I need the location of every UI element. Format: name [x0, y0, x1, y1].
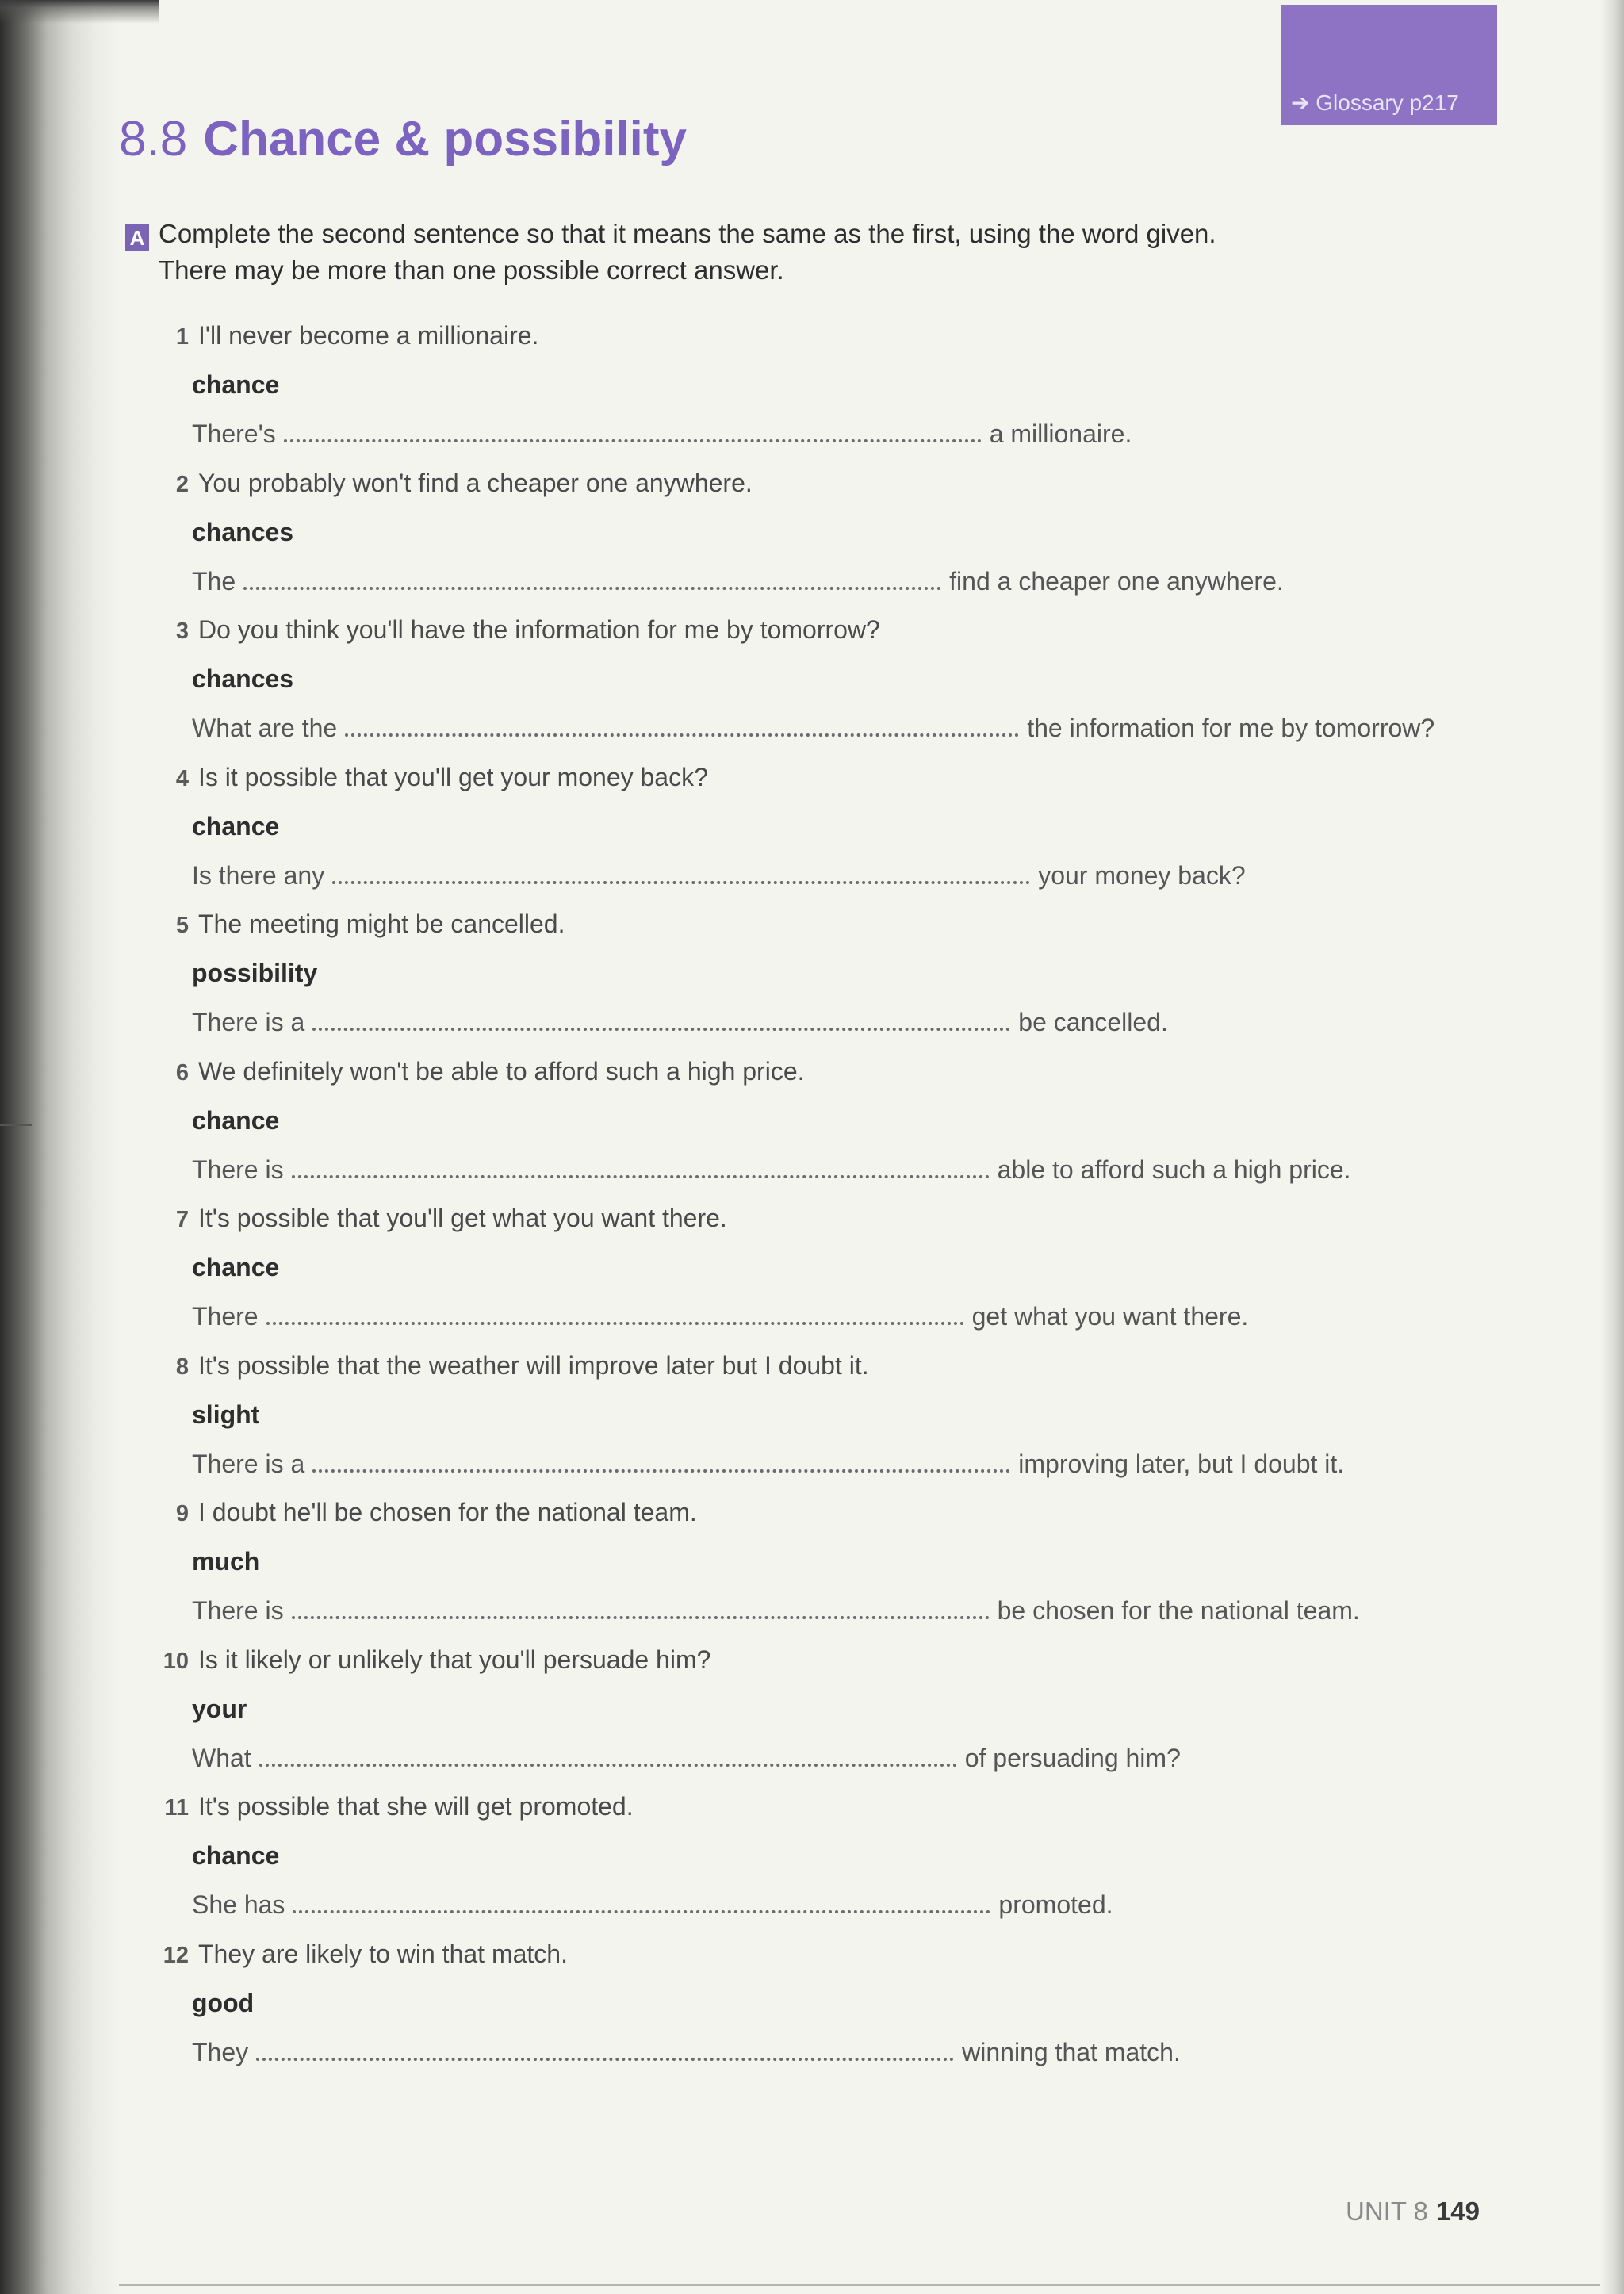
answer-suffix: winning that match.: [962, 2037, 1181, 2066]
item-answer-line: [192, 2034, 1181, 2070]
answer-suffix: improving later, but I doubt it.: [1018, 1449, 1345, 1478]
item-answer-line: [192, 1004, 1168, 1040]
answer-suffix: find a cheaper one anywhere.: [949, 566, 1284, 596]
item-number: 6: [175, 1059, 189, 1086]
answer-suffix: get what you want there.: [971, 1302, 1249, 1331]
item-answer-line: [192, 1298, 1248, 1335]
unit-label: UNIT 8: [1346, 2196, 1428, 2226]
answer-prefix: She has: [192, 1890, 285, 1919]
item-sentence: We definitely won't be able to afford such a high price.: [198, 1056, 805, 1086]
exercise-item: [143, 906, 1491, 1053]
item-number: 2: [175, 471, 189, 497]
item-sentence: The meeting might be cancelled.: [198, 910, 565, 938]
answer-blank[interactable]: [292, 1595, 990, 1619]
answer-prefix: There is: [192, 1596, 284, 1625]
answer-blank[interactable]: [345, 713, 1019, 737]
item-sentence: I doubt he'll be chosen for the national team.: [198, 1498, 697, 1526]
glossary-link-label[interactable]: ➔ Glossary p217: [1291, 90, 1459, 115]
page-number: 149: [1435, 2196, 1480, 2226]
item-keyword: chances: [192, 517, 294, 546]
item-keyword: your: [192, 1694, 247, 1723]
item-sentence: Is it possible that you'll get your money back?: [198, 762, 708, 791]
answer-prefix: There: [192, 1302, 259, 1331]
answer-blank[interactable]: [293, 1890, 990, 1913]
answer-suffix: the information for me by tomorrow?: [1027, 714, 1435, 742]
exercise-item: [143, 1641, 1491, 1789]
item-number: 8: [175, 1354, 189, 1380]
page-footer: [1346, 2196, 1480, 2227]
page-bottom-edge: [119, 2284, 1600, 2286]
exercise-item: [143, 1347, 1491, 1495]
item-keyword: chance: [192, 370, 280, 399]
item-keyword: good: [192, 1988, 255, 2017]
answer-blank[interactable]: [259, 1743, 957, 1767]
exercise-items: [143, 317, 1491, 2082]
answer-prefix: What are the: [192, 714, 338, 742]
item-sentence: Is it likely or unlikely that you'll persuade him?: [198, 1645, 711, 1674]
answer-prefix: There's: [192, 419, 276, 448]
answer-blank[interactable]: [256, 2037, 954, 2061]
answer-suffix: a millionaire.: [989, 419, 1132, 448]
answer-prefix: There is a: [192, 1449, 305, 1478]
answer-blank[interactable]: [243, 566, 941, 590]
page-right-edge: [1600, 0, 1624, 2294]
item-sentence: It's possible that she will get promoted.: [198, 1792, 634, 1821]
item-answer-line: [192, 710, 1434, 746]
exercise-item: [143, 1494, 1491, 1641]
item-answer-line: [192, 857, 1246, 894]
answer-suffix: of persuading him?: [964, 1743, 1181, 1772]
book-spine-shadow: [0, 0, 119, 2294]
item-keyword: chance: [192, 1105, 280, 1135]
answer-prefix: There is a: [192, 1008, 305, 1036]
item-number: 10: [163, 1648, 189, 1674]
item-answer-line: [192, 1886, 1113, 1923]
item-keyword: slight: [192, 1400, 260, 1429]
exercise-letter-badge: A: [125, 224, 149, 251]
instruction-line-2: There may be more than one possible correct answer.: [159, 255, 784, 285]
answer-suffix: able to afford such a high price.: [997, 1155, 1351, 1184]
item-number: 1: [175, 324, 189, 350]
item-keyword: possibility: [192, 959, 318, 987]
page-title: [119, 111, 687, 167]
instruction-line-1: [125, 216, 1394, 252]
item-number: 5: [175, 913, 189, 938]
item-answer-line: [192, 563, 1284, 599]
item-sentence: It's possible that you'll get what you want there.: [198, 1204, 727, 1232]
item-keyword: chances: [192, 664, 294, 693]
exercise-item: [143, 1053, 1491, 1201]
exercise-item: [143, 1936, 1491, 2083]
exercise-item: [143, 1788, 1491, 1936]
item-number: 4: [175, 765, 189, 791]
answer-suffix: be cancelled.: [1018, 1008, 1168, 1036]
item-sentence: I'll never become a millionaire.: [198, 321, 539, 350]
item-answer-line: [192, 1446, 1344, 1482]
item-sentence: It's possible that the weather will improve later but I doubt it.: [198, 1350, 869, 1380]
answer-suffix: be chosen for the national team.: [997, 1596, 1360, 1625]
answer-blank[interactable]: [266, 1301, 964, 1325]
item-keyword: chance: [192, 1841, 280, 1870]
answer-blank[interactable]: [312, 1007, 1010, 1031]
answer-blank[interactable]: [292, 1155, 990, 1178]
answer-prefix: They: [192, 2037, 249, 2066]
margin-mark: [0, 1124, 32, 1126]
item-sentence: They are likely to win that match.: [198, 1939, 568, 1968]
answer-prefix: There is: [192, 1155, 284, 1184]
item-keyword: chance: [192, 811, 280, 841]
answer-suffix: promoted.: [998, 1890, 1113, 1919]
item-number: 9: [175, 1501, 189, 1526]
item-answer-line: [192, 1151, 1351, 1188]
item-answer-line: [192, 416, 1132, 452]
item-keyword: much: [192, 1547, 260, 1576]
answer-prefix: Is there any: [192, 860, 325, 890]
instruction-text-1: Complete the second sentence so that it means the same as the first, using the word given.: [159, 219, 1216, 248]
section-number: 8.8: [119, 112, 188, 167]
item-answer-line: [192, 1740, 1181, 1776]
item-number: 12: [163, 1942, 189, 1968]
exercise-item: [143, 759, 1491, 906]
item-sentence: You probably won't find a cheaper one anywhere.: [198, 468, 753, 497]
item-number: 3: [175, 618, 189, 644]
item-number: 7: [175, 1207, 189, 1232]
exercise-item: [143, 611, 1491, 759]
exercise-instructions: [125, 216, 1394, 289]
item-keyword: chance: [192, 1253, 280, 1281]
answer-blank[interactable]: [312, 1449, 1010, 1473]
answer-blank[interactable]: [284, 419, 982, 442]
page-top-shadow: [0, 0, 159, 24]
exercise-item: [143, 317, 1491, 465]
section-title: Chance & possibility: [203, 112, 688, 167]
exercise-item: [143, 1200, 1491, 1347]
item-sentence: Do you think you'll have the information for me by tomorrow?: [198, 615, 880, 644]
item-answer-line: [192, 1592, 1360, 1629]
answer-prefix: The: [192, 566, 236, 596]
answer-suffix: your money back?: [1038, 860, 1246, 890]
answer-blank[interactable]: [332, 860, 1030, 884]
exercise-item: [143, 465, 1491, 612]
answer-prefix: What: [192, 1743, 251, 1772]
item-number: 11: [164, 1795, 189, 1821]
glossary-tab[interactable]: [1281, 5, 1497, 125]
